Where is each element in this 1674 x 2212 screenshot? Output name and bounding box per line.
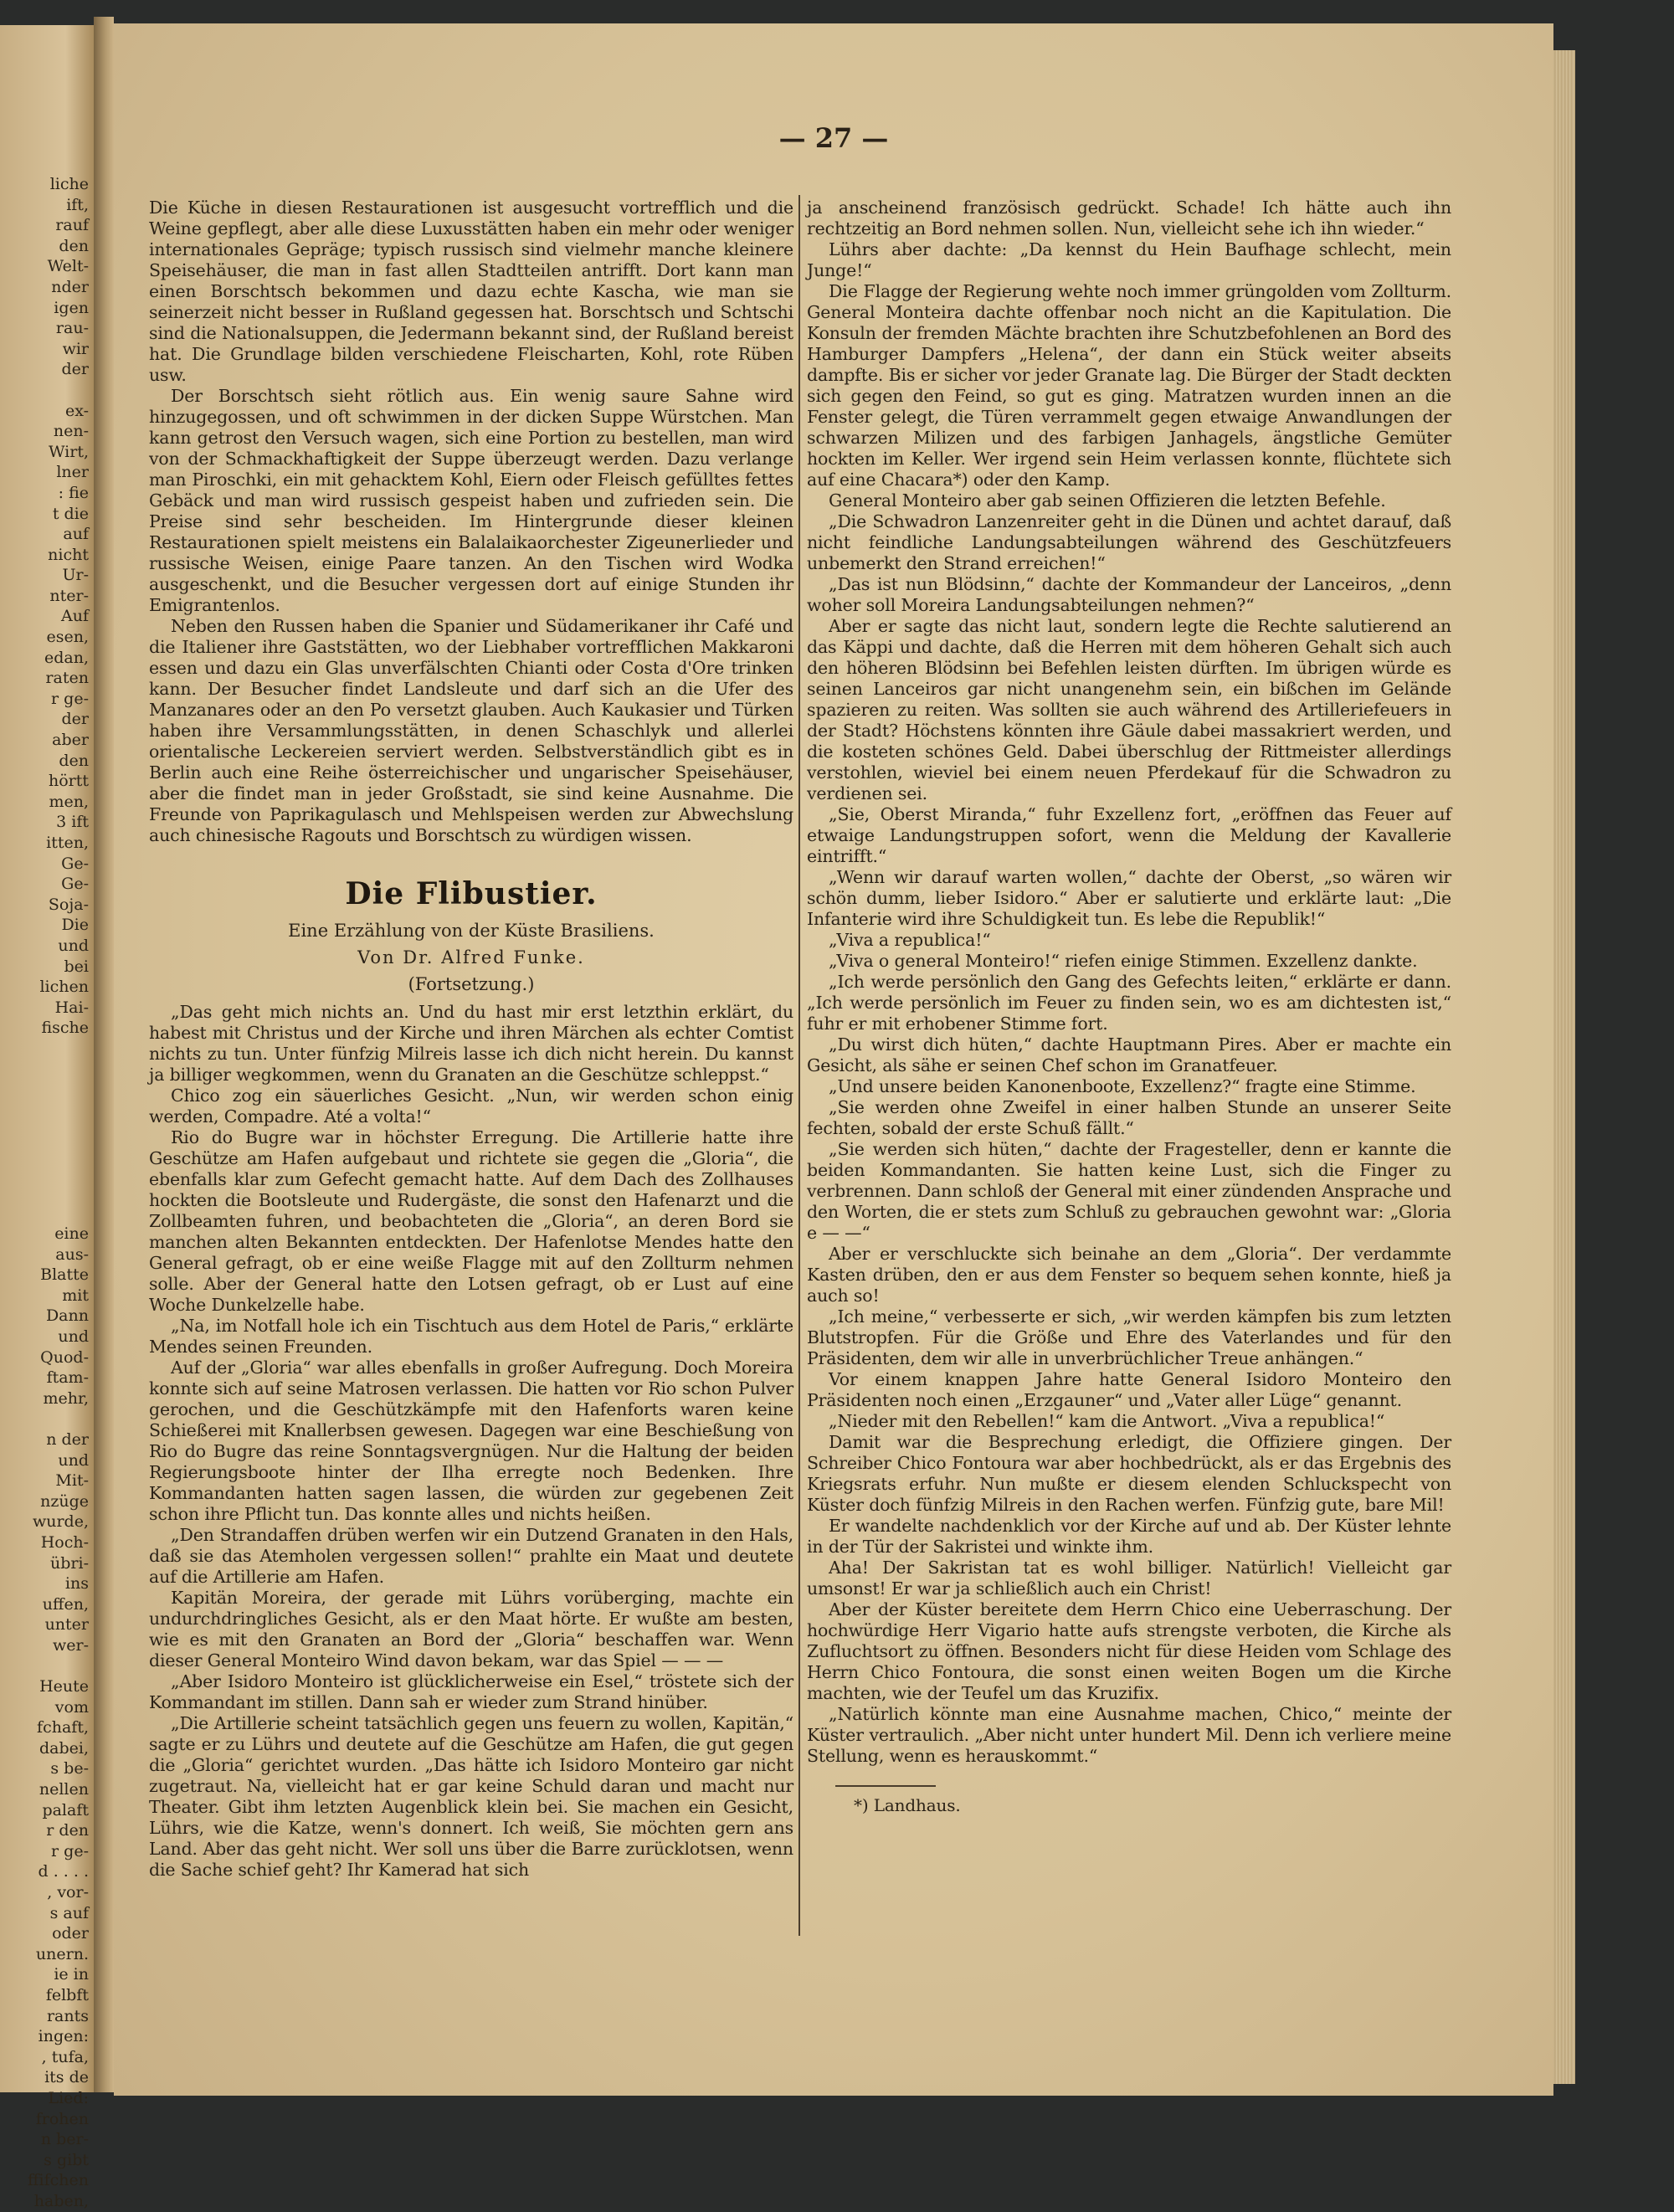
story-paragraph: „Ich meine,“ verbesserte er sich, „wir werden kämpfen bis zum letzten Blutstropfen. Für die Größe und Ehre des Vaterlandes und für den Präsidenten, dem wir alle in unverbrüchlicher Treue anhängen.“ [807, 1306, 1451, 1368]
previous-page-fragment: its de [44, 2068, 89, 2087]
previous-page-fragment: ie in [54, 1965, 89, 1984]
previous-page-fragment: mit [62, 1286, 89, 1305]
previous-page-fragment: ingen: [38, 2027, 89, 2046]
previous-page-fragment: aus- [55, 1245, 89, 1264]
previous-page-fragment: rauf [55, 216, 89, 235]
story-paragraph: „Und unsere beiden Kanonenboote, Exzellenz?“ fragte eine Stimme. [829, 1076, 1416, 1096]
previous-page-fragment: Ur- [62, 566, 89, 585]
previous-page-fragment: r ge- [51, 689, 89, 708]
book-gutter [94, 17, 114, 2092]
story-paragraph: Die Flagge der Regierung wehte noch immer grüngolden vom Zollturm. General Monteira dachte offenbar noch nicht an die Kapitulation. Die Konsuln der fremden Mächte brachten ihre Schutzbefohlenen an Bord des Hamburger Dampfers „Helena“, der dann ein Stück weiter abseits dampfte. Bis er sicher vor jeder Granate lag. Die Bürger der Stadt deckten sich gegen den Feind, so gut es ging. Matratzen wurden innen an die Fenster gelegt, die Türen verrammelt gegen etwaige Anwandlungen der schwarzen Milizen und des farbigen Janhagels, ängstliche Gemüter hockten im Keller. Wer irgend sein Heim verlassen konnte, flüchtete sich auf eine Chacara*) oder den Kamp. [807, 281, 1451, 490]
story-paragraph: ja anscheinend französisch gedrückt. Schade! Ich hätte auch ihn rechtzeitig an Bord nehmen sollen. Nun, vielleicht sehe ich ihn wieder.“ [807, 198, 1451, 239]
previous-page-fragment: ftam- [46, 1368, 89, 1388]
article-paragraph: Neben den Russen haben die Spanier und Südamerikaner ihr Café und die Italiener ihre Gaststätten, wo der Liebhaber vortrefflichen Makkaroni essen und dazu ein Glas unverfälschten Chianti oder Costa d'Ore trinken kann. Der Besucher findet Landsleute und darf sich an die Ufer des Manzanares oder an den Po versetzt glauben. Auch Kaukasier und Türken haben ihre Versammlungsstätten, in denen Schaschlyk und allerlei orientalische Leckereien serviert werden. Selbstverständlich gibt es in Berlin auch eine Reihe österreichischer und ungarischer Speisehäuser, aber die findet man in jeder Großstadt, sie sind keine Ausnahme. Die Freunde von Paprikagulasch und Mehlspeisen werden zur Abwechslung auch chinesische Ragouts und Borschtsch zu würdigen wissen. [149, 616, 793, 845]
previous-page-fragment: raten [45, 669, 89, 688]
article-paragraph: Die Küche in diesen Restaurationen ist ausgesucht vortrefflich und die Weine gepflegt, aber alle diese Luxusstätten haben ein mehr oder weniger internationales Gepräge; typisch russisch sind vielmehr manche kleinere Speisehäuser, die man in fast allen Stadtteilen antrifft. Dort kann man einen Borschtsch bekommen und dazu echte Kascha, wie man sie seinerzeit nicht besser in Rußland gegessen hat. Borschtsch und Schtschi sind die Nationalsuppen, die Jedermann bekannt sind, der Rußland bereist hat. Die Grundlage bilden verschiedene Fleischarten, Kohl, rote Rüben usw. [149, 198, 793, 385]
story-paragraph: Aber er sagte das nicht laut, sondern legte die Rechte salutierend an das Käppi und dachte, daß die Herren mit dem höheren Gehalt sich auch den höheren Blödsinn bei Befehlen leisten dürften. Im übrigen würde es seinen Lanceiros gar nicht unangenehm sein, ein bißchen im Gelände spazieren zu reiten. Was sollten sie auch während des Artilleriefeuers in der Stadt? Höchstens könnten ihre Gäule dabei massakriert werden, und die kosteten schönes Geld. Dabei überschlug der Rittmeister allerdings verstohlen, wieviel bei einem neuen Pferdekauf für die Schwadron zu verdienen sei. [807, 616, 1451, 803]
column-divider [798, 195, 800, 1936]
previous-page-fragment [0, 1409, 94, 1429]
restaurant-article [149, 198, 793, 846]
story-paragraph: „Nieder mit den Rebellen!“ kam die Antwort. „Viva a republica!“ [829, 1411, 1385, 1431]
story-paragraph: „Die Artillerie scheint tatsächlich gegen uns feuern zu wollen, Kapitän,“ sagte er zu Lührs und deutete auf die Geschütze am Hafen, die gut gegen die „Gloria“ gerichtet wurden. „Das hätte ich Isidoro Monteiro gar nicht zugetraut. Na, vielleicht hat er gar keine Schuld daran und macht nur Theater. Gibt ihm letzten Augenblick klein bei. Sie machen ein Gesicht, Lührs, wie die Katze, wenn's donnert. Ich weiß, Sie möchten gern ans Land. Aber das geht nicht. Wer soll uns über die Barre zurücklotsen, wenn die Sache schief geht? Ihr Kamerad hat sich [149, 1713, 793, 1880]
previous-page-fragment: Heute [39, 1677, 89, 1696]
previous-page-fragment: esen, [46, 628, 89, 647]
previous-page-fragment: s gibt [44, 2150, 89, 2169]
previous-page-fragment: eine [54, 1224, 89, 1243]
previous-page-fragment: liche [49, 175, 89, 193]
story-paragraph: „Na, im Notfall hole ich ein Tischtuch aus dem Hotel de Paris,“ erklärte Mendes seinen Freunden. [149, 1316, 793, 1357]
previous-page-fragment: : fie [58, 483, 89, 502]
story-paragraph: Vor einem knappen Jahre hatte General Isidoro Monteiro den Präsidenten noch einen „Erzgauner“ und „Vater aller Lüge“ genannt. [807, 1369, 1451, 1410]
previous-page-fragment: wurde, [32, 1512, 89, 1532]
previous-page-fragment: Hai- [54, 998, 89, 1017]
story-title: Die Flibustier. [345, 876, 598, 911]
right-column [807, 198, 1451, 1816]
story-paragraph: „Wenn wir darauf warten wollen,“ dachte der Oberst, „so wären wir schön dumm, lieber Isidoro.“ Aber er salutierte und erklärte laut: „Die Infanterie wird ihre Schuldigkeit tun. Es lebe die Republik!“ [807, 867, 1451, 929]
previous-page-fragment: itten, [46, 834, 89, 852]
previous-page-fragment: Lied: [48, 2088, 89, 2107]
previous-page-fragment: r ge- [51, 1841, 89, 1860]
previous-page-fragment: Mit- [55, 1471, 89, 1491]
previous-page-fragment: hörtt [48, 772, 89, 791]
story-paragraph: „Ich werde persönlich den Gang des Gefechts leiten,“ erklärte er dann. „Ich werde persönlich im Feuer zu finden sein, wo es am dichtesten ist,“ fuhr er mit erhobener Stimme fort. [807, 972, 1451, 1034]
previous-page-edge [0, 25, 94, 2210]
previous-page-fragment: Welt- [47, 257, 89, 276]
previous-page-fragment: n der [46, 1429, 89, 1449]
previous-page-fragment: auf [63, 525, 89, 544]
previous-page-fragment [0, 380, 94, 401]
previous-page-fragment: und [58, 1450, 89, 1470]
previous-page-fragment: Ge- [61, 875, 89, 894]
previous-page-fragment: fische [41, 1019, 89, 1038]
previous-page-fragment: ex- [64, 401, 89, 420]
story-paragraph: „Sie, Oberst Miranda,“ fuhr Exzellenz fort, „eröffnen das Feuer auf etwaige Landungstruppen sofort, wenn die Meldung der Kavallerie eintrifft.“ [807, 804, 1451, 866]
previous-page-fragment: edan, [44, 648, 89, 667]
story-paragraph: Rio do Bugre war in höchster Erregung. Die Artillerie hatte ihre Geschütze am Hafen aufgebaut und richtete sie gegen die „Gloria“, die ebenfalls klar zum Gefecht gemacht hatte. Auf dem Dach des Zollhauses hockten die Bootsleute und Rudergäste, die sonst den Hafenarzt und die Zollbeamten fuhren, und beobachteten die „Gloria“, an deren Bord sie manchen alten Bekannten entdeckten. Der Hafenlotse Mendes hatte den General gefragt, ob er eine weiße Flagge mit auf den Zollturm nehmen solle. Aber der General hatte den Lotsen gefragt, ob er Lust auf eine Woche Dunkelzelle habe. [149, 1127, 793, 1315]
previous-page-fragment: ins [64, 1574, 89, 1594]
previous-page-fragment: r den [46, 1821, 89, 1840]
story-paragraph: „Sie werden ohne Zweifel in einer halben Stunde an unserer Seite fechten, sobald der erste Schuß fällt.“ [807, 1097, 1451, 1138]
story-paragraph: „Viva o general Monteiro!“ riefen einige Stimmen. Exzellenz dankte. [829, 951, 1418, 971]
footnote-rule [835, 1785, 936, 1787]
previous-page-fragment: nellen [39, 1780, 89, 1799]
story-author: Von Dr. Alfred Funke. [357, 947, 585, 967]
story-paragraph: Aber der Küster bereitete dem Herrn Chico eine Ueberraschung. Der hochwürdige Herr Vigario hatte aufs strengste verboten, die Kirche als Zufluchtsort zu öffnen. Besonders nicht für diese Heiden vom Schlage des Herrn Chico Fontoura, die sonst einen weiten Bogen um die Kirche machten, wie der Teufel um das Kruzifix. [807, 1599, 1451, 1703]
previous-page-fragment: aber [52, 731, 89, 750]
previous-page-fragment: den [59, 236, 89, 255]
previous-page-fragment: Die [61, 916, 89, 935]
story-paragraph: „Die Schwadron Lanzenreiter geht in die Dünen und achtet darauf, daß nicht feindliche Landungsabteilungen während des Geschützfeuers unbemerkt den Strand erreichen!“ [807, 511, 1451, 573]
previous-page-fragment: lner [56, 463, 89, 482]
previous-page-fragment: nzüge [40, 1491, 89, 1511]
previous-page-fragment: oder [52, 1924, 89, 1943]
previous-page-fragment: nter- [49, 586, 89, 605]
previous-page-fragment: übri- [50, 1553, 89, 1573]
story-body [149, 1002, 793, 1881]
previous-page-fragment: und [58, 936, 89, 955]
previous-page-text-fragments-bottom [0, 1224, 94, 2212]
previous-page-fragment: nder [51, 277, 89, 296]
page-number: — 27 — [778, 122, 889, 154]
story-continued-note: (Fortsetzung.) [408, 974, 535, 994]
story-paragraph: „Aber Isidoro Monteiro ist glücklicherweise ein Esel,“ tröstete sich der Kommandant im stillen. Dann sah er wieder zum Strand hinüber. [149, 1671, 793, 1712]
story-paragraph: „Sie werden sich hüten,“ dachte der Fragesteller, denn er kannte die beiden Kommandanten. Sie hatten keine Lust, sich die Finger zu verbrennen. Dann schloß der General mit einer zündenden Ansprache und den Worten, die er stets zum Schluß zu gebrauchen gewohnt war: „Gloria e — —“ [807, 1139, 1451, 1243]
story-paragraph: Aber er verschluckte sich beinahe an dem „Gloria“. Der verdammte Kasten drüben, den er aus dem Fenster so bequem sehen konnte, hieß ja auch so! [807, 1244, 1451, 1306]
left-column [149, 198, 793, 1881]
previous-page-fragment: nicht [48, 545, 89, 564]
previous-page-fragment: ift, [66, 195, 89, 214]
previous-page-fragment: igen [54, 298, 89, 317]
previous-page-fragment: men, [49, 792, 89, 811]
previous-page-fragment: den [59, 751, 89, 770]
previous-page-fragment: unter [44, 1615, 89, 1635]
previous-page-fragment: wir [62, 339, 89, 358]
story-paragraph: Damit war die Besprechung erledigt, die Offiziere gingen. Der Schreiber Chico Fontoura war aber hochbedrückt, als er das Ergebnis des Kriegsrats erfuhr. Nun mußte er diesem elenden Schluckspecht von Küster doch fünfzig Milreis in den Rachen werfen. Fünfzig gute, bare Mil! [807, 1432, 1451, 1515]
previous-page-fragment: Ge- [61, 854, 89, 873]
previous-page-fragment: bei [64, 957, 89, 976]
story-paragraph: Er wandelte nachdenklich vor der Kirche auf und ab. Der Küster lehnte in der Tür der Sakristei und winkte ihm. [807, 1516, 1451, 1557]
story-paragraph: „Du wirst dich hüten,“ dachte Hauptmann Pires. Aber er machte ein Gesicht, als sähe er seinen Chef schon im Granatfeuer. [807, 1034, 1451, 1075]
previous-page-fragment: und [58, 1327, 89, 1346]
story-paragraph: Auf der „Gloria“ war alles ebenfalls in großer Aufregung. Doch Moreira konnte sich auf seine Matrosen verlassen. Die hatten vor Rio schon Pulver gerochen, und die Geschützkämpfe mit den Hafenforts waren keine Schießerei mit Knallerbsen gewesen. Dagegen war eine Beschießung von Rio do Bugre das reine Sonntagsvergnügen. Nur die Haltung der beiden Regierungsboote hinter der Ilha erregte noch Bedenken. Ihre Kommandanten hatten sagen lassen, die würden zur gegebenen Zeit schon ihre Pflicht tun. Das konnte alles und nichts heißen. [149, 1357, 793, 1524]
story-paragraph: „Das geht mich nichts an. Und du hast mir erst letzthin erklärt, du habest mit Christus und der Kirche und ihren Märchen als echter Comtist nichts zu tun. Unter fünfzig Milreis lasse ich dich nicht herein. Du kannst ja billiger wegkommen, wenn du Granaten an die Geschütze schleppst.“ [149, 1002, 793, 1085]
previous-page-fragment: dabei, [39, 1738, 89, 1758]
previous-page-fragment: wer- [52, 1635, 89, 1655]
story-paragraph: Chico zog ein säuerliches Gesicht. „Nun, wir werden schon einig werden, Compadre. Até a volta!“ [149, 1085, 793, 1127]
previous-page-fragment: vom [54, 1697, 89, 1717]
previous-page-fragment: palaft [42, 1800, 89, 1819]
previous-page-fragment: rants [46, 2006, 89, 2025]
story-paragraph: „Das ist nun Blödsinn,“ dachte der Kommandeur der Lanceiros, „denn woher soll Moreira Landungsabteilungen nehmen?“ [807, 574, 1451, 615]
previous-page-fragment: s auf [49, 1903, 89, 1922]
previous-page-fragment: haben, [33, 2191, 89, 2210]
previous-page-fragment: Auf [61, 607, 89, 626]
story-paragraph: Lührs aber dachte: „Da kennst du Hein Baufhage schlecht, mein Junge!“ [807, 239, 1451, 280]
previous-page-fragment: Wirt, [48, 442, 89, 461]
story-paragraph: „Den Strandaffen drüben werfen wir ein Dutzend Granaten in den Hals, daß sie das Atemholen vergessen sollen!“ prahlte ein Maat und deutete auf die Artillerie am Hafen. [149, 1525, 793, 1587]
previous-page-fragment: lichen [39, 978, 89, 997]
story-paragraph: „Natürlich könnte man eine Ausnahme machen, Chico,“ meinte der Küster vertraulich. „Aber nicht unter hundert Mil. Denn ich verliere meine Stellung, wenn es herauskommt.“ [807, 1704, 1451, 1766]
previous-page-fragment: n ber- [40, 2130, 89, 2149]
previous-page-fragment: Soja- [48, 895, 89, 914]
previous-page-fragment: ffifchen [28, 2171, 89, 2190]
previous-page-fragment: s be- [50, 1759, 89, 1778]
previous-page-fragment: nen- [53, 422, 89, 441]
previous-page-fragment: , tufa, [41, 2047, 89, 2066]
previous-page-fragment: , vor- [47, 1883, 89, 1901]
article-paragraph: Der Borschtsch sieht rötlich aus. Ein wenig saure Sahne wird hinzugegossen, und oft schwimmen in der dicken Suppe Würstchen. Man kann getrost den Versuch wagen, sich eine Portion zu bestellen, man wird von der Schmackhaftigkeit der Suppe überzeugt werden. Dazu verlange man Piroschki, ein mit gehacktem Kohl, Eiern oder Fleisch gefülltes fettes Gebäck und man wird russisch gespeist haben und zufrieden sein. Die Preise sind sehr bescheiden. Im Hintergrunde dieser kleinen Restaurationen spielt meistens ein Balalaikaorchester Zigeunerlieder und russische Weisen, einige Paare tanzen. An den Tischen wird Wodka ausgeschenkt, und die Besucher vergessen dort auf einige Stunden ihr Emigrantenlos. [149, 386, 793, 615]
story-paragraph: Aha! Der Sakristan tat es wohl billiger. Natürlich! Vielleicht gar umsonst! Er war ja schließlich auch ein Christ! [807, 1558, 1451, 1599]
previous-page-fragment: uffen, [42, 1594, 89, 1614]
story-paragraph: General Monteiro aber gab seinen Offizieren die letzten Befehle. [829, 490, 1386, 511]
previous-page-fragment: fchaft, [37, 1718, 89, 1737]
previous-page-fragment: d . . . . [38, 1862, 89, 1881]
previous-page-fragment: 3 ift [56, 813, 89, 832]
stacked-page-edges [1553, 50, 1575, 2084]
previous-page-fragment [0, 1655, 94, 1676]
footnote: *) Landhaus. [854, 1795, 961, 1815]
previous-page-fragment: rau- [55, 319, 89, 338]
previous-page-fragment: frohen [35, 2109, 89, 2128]
previous-page-fragment: mehr, [43, 1388, 89, 1408]
previous-page-fragment: der [61, 710, 89, 729]
previous-page-fragment: Blatte [40, 1265, 89, 1285]
story-subtitle: Eine Erzählung von der Küste Brasiliens. [288, 921, 655, 941]
previous-page-fragment: t die [52, 504, 89, 523]
newspaper-page [114, 23, 1553, 2096]
previous-page-fragment: Dann [45, 1306, 89, 1326]
previous-page-fragment: felbft [45, 1985, 89, 2004]
story-paragraph: „Viva a republica!“ [829, 930, 991, 950]
previous-page-fragment: Quod- [40, 1347, 89, 1367]
previous-page-fragment: unern. [35, 1944, 89, 1963]
story-paragraph: Kapitän Moreira, der gerade mit Lührs vorüberging, machte ein undurchdringliches Gesicht, als er den Maat hörte. Er wußte am besten, wie es mit den Granaten an Bord der „Gloria“ beschaffen war. Wenn dieser General Monteiro Wind davon bekam, war das Spiel — — — [149, 1588, 793, 1671]
previous-page-text-fragments-top [0, 174, 94, 1039]
previous-page-fragment: der [61, 360, 89, 379]
previous-page-fragment: Hoch- [40, 1532, 89, 1552]
